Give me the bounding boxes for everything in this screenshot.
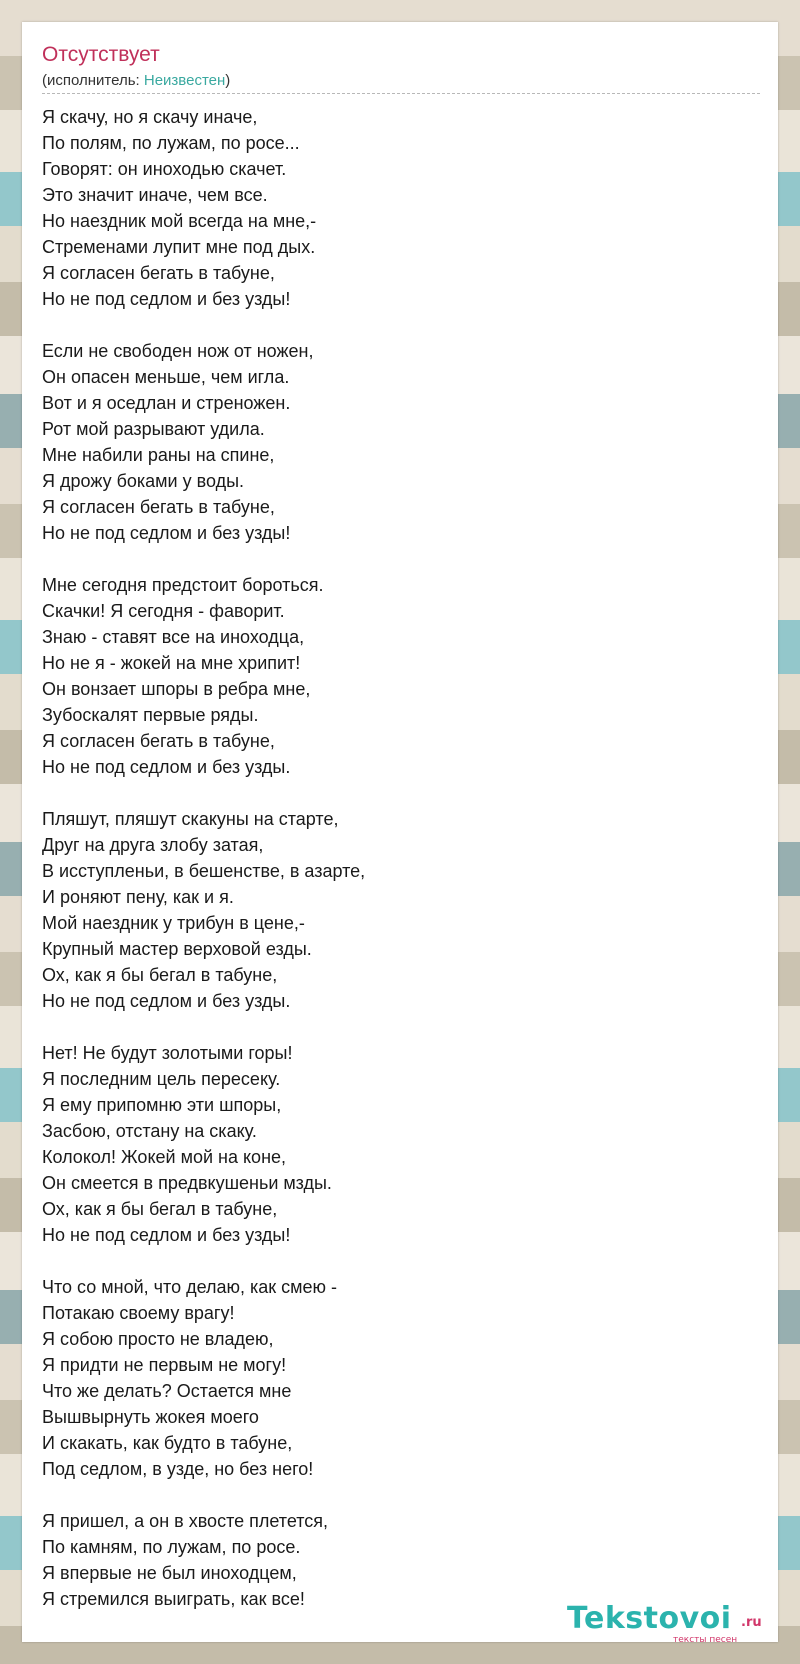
lyrics-stanza <box>42 104 762 312</box>
lyrics-line: Если не свободен нож от ножен, <box>42 341 314 361</box>
lyrics-line: Я согласен бегать в табуне, <box>42 263 275 283</box>
lyrics-stanza <box>42 1274 762 1482</box>
lyrics-line: Он вонзает шпоры в ребра мне, <box>42 679 311 699</box>
lyrics-line: Пляшут, пляшут скакуны на старте, <box>42 809 339 829</box>
title-divider <box>42 93 760 94</box>
lyrics-line: Мне набили раны на спине, <box>42 445 275 465</box>
lyrics-line: Но наездник мой всегда на мне,- <box>42 211 317 231</box>
lyrics-stanza <box>42 338 762 546</box>
lyrics-line: Он опасен меньше, чем игла. <box>42 367 290 387</box>
lyrics-line: В исступленьи, в бешенстве, в азарте, <box>42 861 366 881</box>
lyrics-line: Я ему припомню эти шпоры, <box>42 1095 282 1115</box>
lyrics-line: Я скачу, но я скачу иначе, <box>42 107 258 127</box>
lyrics-stanza <box>42 806 762 1014</box>
lyrics-line: Я придти не первым не могу! <box>42 1355 287 1375</box>
lyrics-line: Я собою просто не владею, <box>42 1329 274 1349</box>
lyrics-line: Я согласен бегать в табуне, <box>42 731 275 751</box>
logo-tagline: тексты песен <box>673 1635 738 1645</box>
lyrics-line: Но не под седлом и без узды. <box>42 991 291 1011</box>
lyrics-line: Вот и я оседлан и стреножен. <box>42 393 291 413</box>
lyrics-stanza <box>42 1508 762 1612</box>
lyrics-line: Крупный мастер верховой езды. <box>42 939 312 959</box>
lyrics-line: Ох, как я бы бегал в табуне, <box>42 1199 278 1219</box>
lyrics-line: Это значит иначе, чем все. <box>42 185 268 205</box>
lyrics-line: Колокол! Жокей мой на коне, <box>42 1147 287 1167</box>
lyrics-line: Я последним цель пересеку. <box>42 1069 281 1089</box>
lyrics-line: Знаю - ставят все на иноходца, <box>42 627 305 647</box>
performer-link[interactable]: Неизвестен <box>143 72 226 89</box>
lyrics-line: Скачки! Я сегодня - фаворит. <box>42 601 285 621</box>
site-logo[interactable] <box>567 1601 767 1645</box>
lyrics-line: Но не под седлом и без узды! <box>42 289 291 309</box>
lyrics-line: Нет! Не будут золотыми горы! <box>42 1043 293 1063</box>
lyrics-line: Я впервые не был иноходцем, <box>42 1563 297 1583</box>
performer-suffix: ) <box>225 72 231 89</box>
lyrics-line: Но не под седлом и без узды! <box>42 523 291 543</box>
lyrics-line: Что со мной, что делаю, как смею - <box>42 1277 338 1297</box>
lyrics-line: И роняют пену, как и я. <box>42 887 234 907</box>
lyrics-line: Я согласен бегать в табуне, <box>42 497 275 517</box>
lyrics-line: Но не я - жокей на мне хрипит! <box>42 653 301 673</box>
lyrics-stanza <box>42 572 762 780</box>
lyrics-line: Потакаю своему врагу! <box>42 1303 235 1323</box>
lyrics-line: Мой наездник у трибун в цене,- <box>42 913 305 933</box>
lyrics-line: И скакать, как будто в табуне, <box>42 1433 293 1453</box>
lyrics-line: Рот мой разрывают удила. <box>42 419 265 439</box>
lyrics-line: Что же делать? Остается мне <box>42 1381 292 1401</box>
lyrics-line: Стременами лупит мне под дых. <box>42 237 316 257</box>
lyrics-line: Говорят: он иноходью скачет. <box>42 159 287 179</box>
lyrics-line: Я стремился выиграть, как все! <box>42 1589 305 1609</box>
lyrics-line: Но не под седлом и без узды! <box>42 1225 291 1245</box>
lyrics-text <box>42 104 762 1638</box>
lyrics-line: Вышвырнуть жокея моего <box>42 1407 259 1427</box>
logo-wordmark: Tekstovoi <box>567 1601 732 1636</box>
lyrics-line: Я дрожу боками у воды. <box>42 471 245 491</box>
performer-prefix: (исполнитель: <box>42 72 144 89</box>
lyrics-line: Он смеется в предвкушеньи мзды. <box>42 1173 332 1193</box>
song-title: Отсутствует <box>42 43 160 66</box>
lyrics-line: По камням, по лужам, по росе. <box>42 1537 301 1557</box>
lyrics-line: Зубоскалят первые ряды. <box>42 705 259 725</box>
logo-domain: .ru <box>741 1615 762 1630</box>
lyrics-line: Друг на друга злобу затая, <box>42 835 264 855</box>
lyrics-line: Засбою, отстану на скаку. <box>42 1121 257 1141</box>
lyrics-stanza <box>42 1040 762 1248</box>
lyrics-card <box>22 22 778 1645</box>
lyrics-line: Под седлом, в узде, но без него! <box>42 1459 314 1479</box>
lyrics-line: Мне сегодня предстоит бороться. <box>42 575 324 595</box>
performer-line <box>42 72 230 90</box>
lyrics-line: Я пришел, а он в хвосте плетется, <box>42 1511 329 1531</box>
lyrics-line: По полям, по лужам, по росе... <box>42 133 300 153</box>
lyrics-line: Ох, как я бы бегал в табуне, <box>42 965 278 985</box>
lyrics-line: Но не под седлом и без узды. <box>42 757 291 777</box>
